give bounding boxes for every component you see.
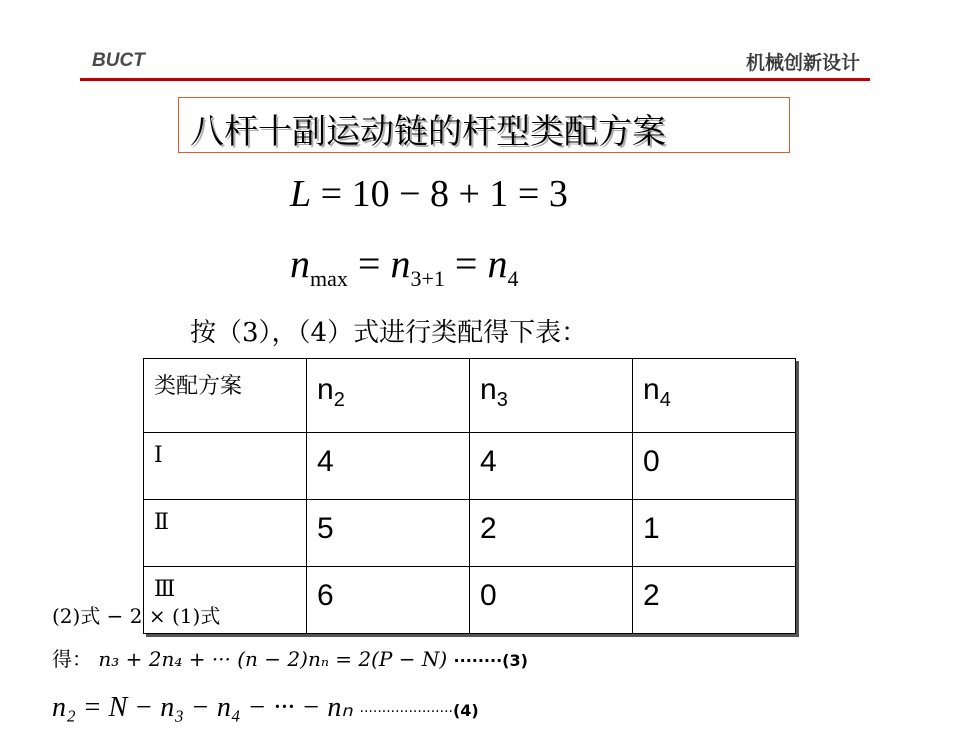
table-row [144, 567, 796, 634]
table-cell: 0 [470, 567, 633, 634]
eq1-rhs: = 10 − 8 + 1 = 3 [311, 173, 568, 215]
formula-4 [52, 690, 479, 724]
table-header-n4: $n_4$ [633, 359, 796, 433]
table-row [144, 500, 796, 567]
eq2-equals-2: = [444, 241, 488, 286]
eq2-n3: n [487, 241, 508, 286]
eq2-n2: n [390, 241, 411, 286]
formula-4-dots: ····················· [359, 704, 453, 720]
table-cell: 2 [470, 500, 633, 567]
header-left-logo-text: BUCT [92, 50, 145, 71]
eq2-sub-3plus1: 3+1 [410, 266, 445, 291]
formula-3-dots: ········ [453, 651, 503, 670]
table-row [144, 433, 796, 500]
eq1-variable: L [290, 173, 312, 215]
table-header-label: 类配方案 [144, 359, 307, 433]
row-label: Ⅱ [144, 500, 307, 567]
eq2-n1: n [290, 241, 310, 286]
formula-3-tag: (3) [502, 651, 528, 670]
formula-3-body: n₃ + 2n₄ + ··· (n − 2)nₙ = 2(P − N) [98, 647, 448, 671]
formula-3-prefix: 得： [52, 647, 92, 671]
formula-4-body: n₂ = N − n₃ − n₄ − ··· − nₙ [52, 692, 353, 723]
formula-4-tag: (4) [452, 701, 479, 720]
table-cell: 4 [470, 433, 633, 500]
table-header-row [144, 359, 796, 433]
slide-title: 八杆十副运动链的杆型类配方案 [190, 112, 666, 152]
table-header-n2: $n_2$ [307, 359, 470, 433]
equation-nmax [290, 240, 518, 292]
intro-text: 按（3），（4）式进行类配得下表： [190, 318, 588, 348]
header-right-course-title: 机械创新设计 [745, 52, 860, 74]
eq2-sub-4: 4 [507, 266, 519, 291]
eq2-equals-1: = [347, 241, 391, 286]
table-cell: 0 [633, 433, 796, 500]
equation-L [290, 172, 568, 216]
table-cell: 6 [307, 567, 470, 634]
row-label: Ⅲ [144, 567, 307, 634]
formula-derivation: (2)式 − 2 × (1)式 [52, 604, 221, 628]
row-label: Ⅰ [144, 433, 307, 500]
table-cell: 5 [307, 500, 470, 567]
table-header-n3: $n_3$ [470, 359, 633, 433]
formula-3 [52, 643, 528, 672]
header-rule [80, 78, 870, 81]
table-cell: 1 [633, 500, 796, 567]
eq2-sub-max: max [310, 266, 348, 291]
table-cell: 2 [633, 567, 796, 634]
allocation-table [143, 358, 796, 634]
table-cell: 4 [307, 433, 470, 500]
